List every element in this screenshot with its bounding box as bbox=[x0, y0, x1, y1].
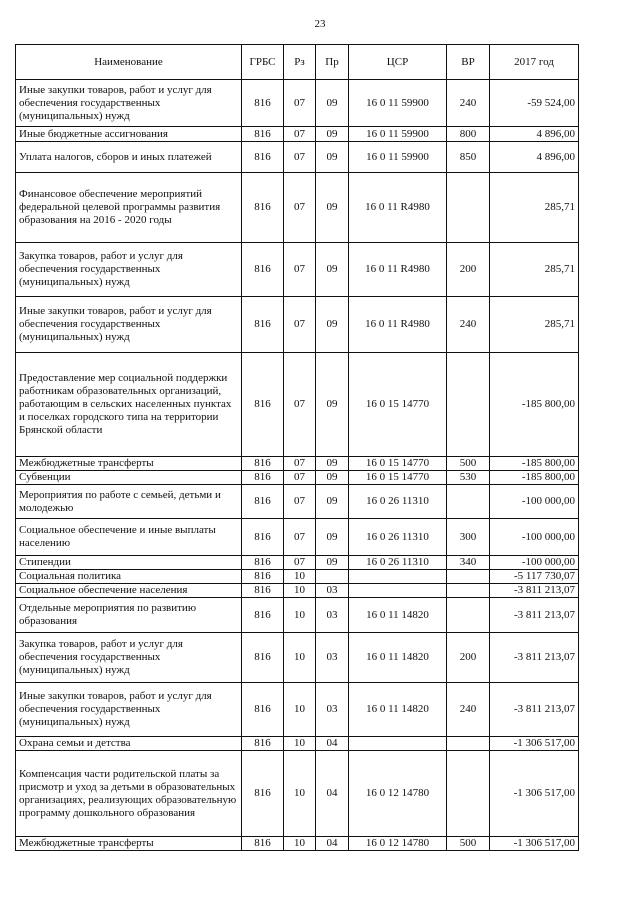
cell-csr: 16 0 11 R4980 bbox=[349, 297, 447, 353]
cell-amount: 4 896,00 bbox=[490, 127, 579, 142]
cell-name: Финансовое обеспечение мероприятий федеральной целевой программы развития образования на 2016 - 2020 годы bbox=[16, 173, 242, 243]
cell-amount: 285,71 bbox=[490, 243, 579, 297]
cell-amount: -5 117 730,07 bbox=[490, 570, 579, 584]
cell-name: Предоставление мер социальной поддержки работникам образовательных организаций, работающим в сельских населенных пунктах и поселках городского типа на территории Брянской области bbox=[16, 353, 242, 457]
table-row bbox=[16, 570, 579, 584]
cell-grbs: 816 bbox=[242, 751, 284, 837]
cell-vr bbox=[447, 173, 490, 243]
cell-pr: 09 bbox=[316, 80, 349, 127]
cell-vr: 240 bbox=[447, 297, 490, 353]
cell-pr: 03 bbox=[316, 598, 349, 633]
cell-rz: 07 bbox=[284, 243, 316, 297]
cell-name: Социальное обеспечение населения bbox=[16, 584, 242, 598]
cell-amount: -185 800,00 bbox=[490, 353, 579, 457]
cell-vr: 200 bbox=[447, 633, 490, 683]
cell-rz: 07 bbox=[284, 457, 316, 471]
cell-pr bbox=[316, 570, 349, 584]
cell-rz: 07 bbox=[284, 127, 316, 142]
cell-rz: 10 bbox=[284, 751, 316, 837]
cell-pr: 09 bbox=[316, 142, 349, 173]
cell-grbs: 816 bbox=[242, 173, 284, 243]
table-row bbox=[16, 683, 579, 737]
cell-name: Компенсация части родительской платы за присмотр и уход за детьми в образовательных организациях, реализующих образовательную программу дошкольного образования bbox=[16, 751, 242, 837]
cell-amount: -100 000,00 bbox=[490, 485, 579, 519]
cell-pr: 03 bbox=[316, 633, 349, 683]
cell-pr: 04 bbox=[316, 837, 349, 851]
cell-vr: 800 bbox=[447, 127, 490, 142]
cell-amount: -1 306 517,00 bbox=[490, 737, 579, 751]
cell-name: Социальное обеспечение и иные выплаты населению bbox=[16, 519, 242, 556]
cell-amount: 285,71 bbox=[490, 297, 579, 353]
cell-rz: 10 bbox=[284, 737, 316, 751]
header-pr: Пр bbox=[316, 45, 349, 80]
cell-amount: -3 811 213,07 bbox=[490, 584, 579, 598]
table-row bbox=[16, 142, 579, 173]
cell-name: Иные закупки товаров, работ и услуг для обеспечения государственных (муниципальных) нужд bbox=[16, 297, 242, 353]
cell-vr: 340 bbox=[447, 556, 490, 570]
cell-grbs: 816 bbox=[242, 127, 284, 142]
cell-rz: 07 bbox=[284, 556, 316, 570]
table-row bbox=[16, 519, 579, 556]
table-row bbox=[16, 127, 579, 142]
cell-name: Социальная политика bbox=[16, 570, 242, 584]
cell-amount: -3 811 213,07 bbox=[490, 598, 579, 633]
cell-rz: 07 bbox=[284, 297, 316, 353]
table-row bbox=[16, 485, 579, 519]
cell-grbs: 816 bbox=[242, 737, 284, 751]
cell-rz: 10 bbox=[284, 598, 316, 633]
cell-vr: 240 bbox=[447, 80, 490, 127]
cell-vr: 300 bbox=[447, 519, 490, 556]
cell-grbs: 816 bbox=[242, 633, 284, 683]
cell-amount: -1 306 517,00 bbox=[490, 837, 579, 851]
table-row bbox=[16, 173, 579, 243]
cell-name: Межбюджетные трансферты bbox=[16, 457, 242, 471]
cell-pr: 04 bbox=[316, 737, 349, 751]
table-row bbox=[16, 598, 579, 633]
cell-pr: 09 bbox=[316, 243, 349, 297]
cell-csr: 16 0 12 14780 bbox=[349, 837, 447, 851]
cell-name: Иные закупки товаров, работ и услуг для обеспечения государственных (муниципальных) нужд bbox=[16, 683, 242, 737]
cell-vr bbox=[447, 737, 490, 751]
header-grbs: ГРБС bbox=[242, 45, 284, 80]
cell-csr: 16 0 11 R4980 bbox=[349, 173, 447, 243]
cell-amount: -59 524,00 bbox=[490, 80, 579, 127]
cell-amount: 4 896,00 bbox=[490, 142, 579, 173]
table-row bbox=[16, 80, 579, 127]
cell-name: Отдельные мероприятия по развитию образования bbox=[16, 598, 242, 633]
cell-name: Закупка товаров, работ и услуг для обеспечения государственных (муниципальных) нужд bbox=[16, 633, 242, 683]
cell-rz: 07 bbox=[284, 80, 316, 127]
cell-pr: 09 bbox=[316, 556, 349, 570]
cell-vr bbox=[447, 570, 490, 584]
cell-grbs: 816 bbox=[242, 837, 284, 851]
cell-grbs: 816 bbox=[242, 556, 284, 570]
cell-grbs: 816 bbox=[242, 353, 284, 457]
cell-rz: 07 bbox=[284, 519, 316, 556]
cell-grbs: 816 bbox=[242, 297, 284, 353]
cell-name: Иные закупки товаров, работ и услуг для обеспечения государственных (муниципальных) нужд bbox=[16, 80, 242, 127]
cell-rz: 07 bbox=[284, 142, 316, 173]
cell-csr bbox=[349, 584, 447, 598]
cell-csr: 16 0 11 R4980 bbox=[349, 243, 447, 297]
table-row bbox=[16, 837, 579, 851]
cell-csr: 16 0 26 11310 bbox=[349, 485, 447, 519]
header-rz: Рз bbox=[284, 45, 316, 80]
cell-pr: 09 bbox=[316, 457, 349, 471]
cell-rz: 07 bbox=[284, 173, 316, 243]
table-row bbox=[16, 751, 579, 837]
cell-vr bbox=[447, 485, 490, 519]
cell-grbs: 816 bbox=[242, 598, 284, 633]
cell-name: Межбюджетные трансферты bbox=[16, 837, 242, 851]
cell-grbs: 816 bbox=[242, 471, 284, 485]
cell-pr: 09 bbox=[316, 127, 349, 142]
cell-rz: 07 bbox=[284, 485, 316, 519]
cell-csr bbox=[349, 737, 447, 751]
cell-grbs: 816 bbox=[242, 683, 284, 737]
cell-rz: 07 bbox=[284, 353, 316, 457]
cell-vr bbox=[447, 353, 490, 457]
cell-rz: 10 bbox=[284, 570, 316, 584]
cell-vr: 500 bbox=[447, 457, 490, 471]
cell-vr: 500 bbox=[447, 837, 490, 851]
cell-grbs: 816 bbox=[242, 584, 284, 598]
cell-amount: -3 811 213,07 bbox=[490, 633, 579, 683]
cell-amount: -100 000,00 bbox=[490, 556, 579, 570]
table-row bbox=[16, 633, 579, 683]
cell-name: Закупка товаров, работ и услуг для обеспечения государственных (муниципальных) нужд bbox=[16, 243, 242, 297]
cell-csr: 16 0 12 14780 bbox=[349, 751, 447, 837]
cell-csr: 16 0 11 14820 bbox=[349, 633, 447, 683]
cell-amount: -185 800,00 bbox=[490, 457, 579, 471]
cell-vr: 530 bbox=[447, 471, 490, 485]
cell-vr bbox=[447, 751, 490, 837]
budget-table bbox=[15, 44, 579, 851]
cell-name: Охрана семьи и детства bbox=[16, 737, 242, 751]
cell-name: Субвенции bbox=[16, 471, 242, 485]
cell-amount: -185 800,00 bbox=[490, 471, 579, 485]
header-vr: ВР bbox=[447, 45, 490, 80]
table-row bbox=[16, 556, 579, 570]
cell-pr: 09 bbox=[316, 297, 349, 353]
cell-pr: 03 bbox=[316, 683, 349, 737]
cell-vr bbox=[447, 584, 490, 598]
cell-csr: 16 0 11 59900 bbox=[349, 127, 447, 142]
cell-vr: 200 bbox=[447, 243, 490, 297]
cell-csr: 16 0 15 14770 bbox=[349, 457, 447, 471]
table-row bbox=[16, 471, 579, 485]
cell-grbs: 816 bbox=[242, 519, 284, 556]
table-row bbox=[16, 297, 579, 353]
table-row bbox=[16, 457, 579, 471]
cell-csr: 16 0 11 14820 bbox=[349, 683, 447, 737]
cell-grbs: 816 bbox=[242, 457, 284, 471]
cell-vr bbox=[447, 598, 490, 633]
cell-rz: 07 bbox=[284, 471, 316, 485]
header-year: 2017 год bbox=[490, 45, 579, 80]
cell-pr: 03 bbox=[316, 584, 349, 598]
cell-csr bbox=[349, 570, 447, 584]
cell-amount: -3 811 213,07 bbox=[490, 683, 579, 737]
cell-amount: 285,71 bbox=[490, 173, 579, 243]
cell-vr: 240 bbox=[447, 683, 490, 737]
cell-csr: 16 0 15 14770 bbox=[349, 471, 447, 485]
cell-grbs: 816 bbox=[242, 142, 284, 173]
cell-name: Уплата налогов, сборов и иных платежей bbox=[16, 142, 242, 173]
cell-csr: 16 0 15 14770 bbox=[349, 353, 447, 457]
cell-grbs: 816 bbox=[242, 243, 284, 297]
cell-csr: 16 0 11 59900 bbox=[349, 142, 447, 173]
cell-grbs: 816 bbox=[242, 80, 284, 127]
cell-rz: 10 bbox=[284, 584, 316, 598]
cell-amount: -1 306 517,00 bbox=[490, 751, 579, 837]
table-header-row bbox=[16, 45, 579, 80]
cell-vr: 850 bbox=[447, 142, 490, 173]
table-row bbox=[16, 584, 579, 598]
header-name: Наименование bbox=[16, 45, 242, 80]
cell-name: Иные бюджетные ассигнования bbox=[16, 127, 242, 142]
table-row bbox=[16, 243, 579, 297]
table-row bbox=[16, 353, 579, 457]
page-number: 23 bbox=[314, 18, 326, 30]
cell-csr: 16 0 26 11310 bbox=[349, 556, 447, 570]
cell-pr: 09 bbox=[316, 471, 349, 485]
cell-csr: 16 0 11 14820 bbox=[349, 598, 447, 633]
table-row bbox=[16, 737, 579, 751]
cell-name: Мероприятия по работе с семьей, детьми и молодежью bbox=[16, 485, 242, 519]
cell-rz: 10 bbox=[284, 837, 316, 851]
cell-amount: -100 000,00 bbox=[490, 519, 579, 556]
cell-grbs: 816 bbox=[242, 570, 284, 584]
cell-pr: 09 bbox=[316, 485, 349, 519]
cell-pr: 09 bbox=[316, 353, 349, 457]
cell-pr: 09 bbox=[316, 519, 349, 556]
header-csr: ЦСР bbox=[349, 45, 447, 80]
cell-name: Стипендии bbox=[16, 556, 242, 570]
cell-csr: 16 0 11 59900 bbox=[349, 80, 447, 127]
cell-rz: 10 bbox=[284, 633, 316, 683]
cell-pr: 04 bbox=[316, 751, 349, 837]
cell-pr: 09 bbox=[316, 173, 349, 243]
cell-csr: 16 0 26 11310 bbox=[349, 519, 447, 556]
cell-rz: 10 bbox=[284, 683, 316, 737]
cell-grbs: 816 bbox=[242, 485, 284, 519]
